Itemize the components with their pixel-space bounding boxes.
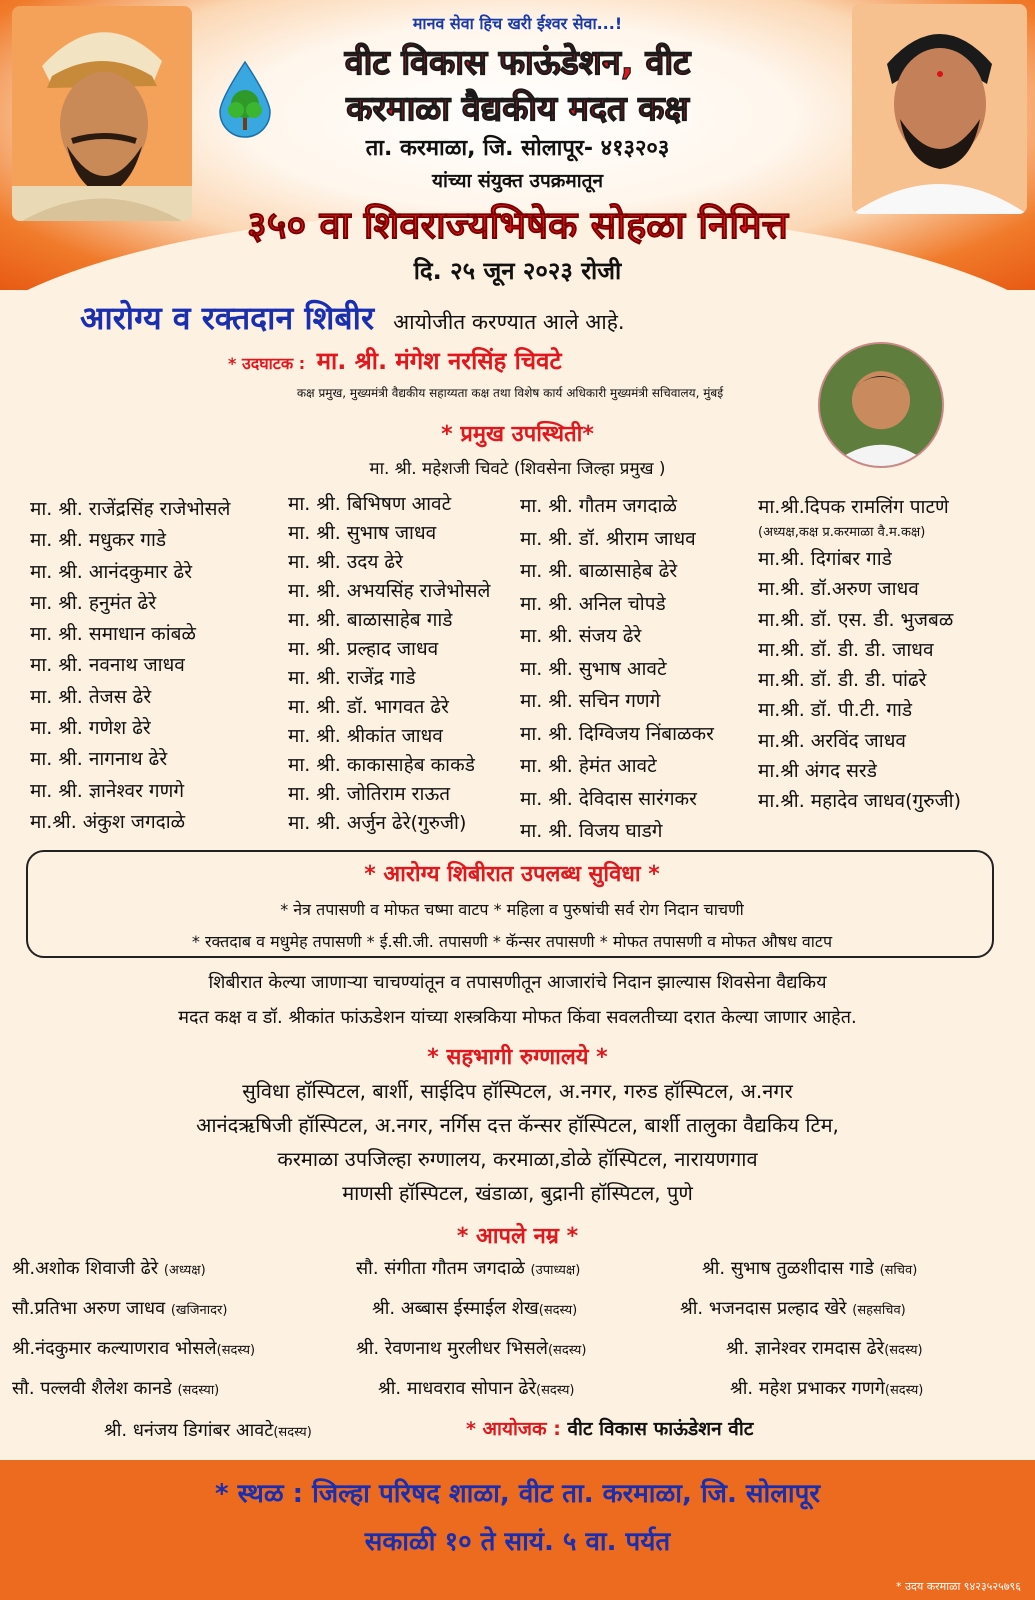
address: ता. करमाळा, जि. सोलापूर- ४१३२०३ — [365, 136, 670, 161]
member-name: श्री. रेवणनाथ मुरलीधर भिसले — [356, 1338, 548, 1359]
camp-rest: आयोजीत करण्यात आले आहे. — [393, 310, 625, 334]
committee-heading: * आपले नम्र * — [456, 1224, 579, 1249]
list-item: मा.श्री. डॉ.अरुण जाधव — [758, 578, 919, 601]
committee-member — [12, 1376, 219, 1400]
list-item: मा.श्री. अरविंद जाधव — [758, 729, 906, 752]
footer — [0, 1460, 1035, 1600]
list-item: मा. श्री. बाळासाहेब ढेरे — [520, 560, 678, 582]
list-item: मा. श्री. सुभाष आवटे — [520, 657, 667, 680]
list-item: मा. श्री. दिग्विजय निंबाळकर — [520, 722, 714, 745]
list-item: मा. श्री. डॉ. श्रीराम जाधव — [520, 527, 696, 550]
presence-heading: * प्रमुख उपस्थिती* — [441, 422, 594, 447]
list-item: मा. श्री. प्रल्हाद जाधव — [288, 638, 439, 660]
event-date: दि. २५ जून २०२३ रोजी — [413, 257, 622, 285]
presence-column-2 — [288, 490, 490, 838]
member-role: (सदस्य) — [538, 1303, 578, 1318]
hospitals-list — [0, 1074, 1035, 1210]
member-name: श्री. अब्बास ईस्माईल शेख — [372, 1298, 539, 1319]
committee-member — [702, 1256, 917, 1280]
facilities-line-2: * रक्तदाब व मधुमेह तपासणी * ई.सी.जी. तपासणी * कॅन्सर तपासणी * मोफत तपासणी व मोफत औषध वाटप — [191, 932, 833, 951]
committee-member — [372, 1296, 577, 1320]
list-item: मा. श्री. देविदास सारंगकर — [520, 787, 697, 810]
list-item: मा. श्री. विजय घाडगे — [520, 820, 663, 842]
list-item: मा. श्री. समाधान कांबळे — [30, 623, 196, 646]
member-name: श्री. महेश प्रभाकर गणगे — [730, 1378, 885, 1399]
committee-member — [356, 1256, 580, 1280]
member-role: (सदस्य) — [884, 1383, 924, 1398]
facilities-box — [26, 850, 994, 958]
committee-member — [730, 1376, 923, 1400]
committee-member — [726, 1336, 923, 1360]
committee-member — [356, 1336, 586, 1360]
organizer-name: वीट विकास फाऊंडेशन वीट — [567, 1418, 754, 1440]
list-item: मा. श्री. तेजस ढेरे — [30, 685, 152, 708]
list-item: मा. श्री. अभयसिंह राजेभोसले — [288, 580, 491, 602]
main-title: ३५० वा शिवराज्यभिषेक सोहळा निमित्त — [246, 203, 789, 247]
member-name: श्री. सुभाष तुळशीदास गाडे — [702, 1258, 880, 1279]
chief-guest: मा. श्री. महेशजी चिवटे (शिवसेना जिल्हा प्रमुख ) — [369, 459, 666, 479]
list-item: मा. श्री. काकासाहेब काकडे — [288, 754, 475, 776]
list-item: मा. श्री. डॉ. भागवत ढेरे — [288, 696, 449, 718]
hospital-line: सुविधा हॉस्पिटल, बार्शी, साईदिप हॉस्पिटल, अ.नगर, गरुड हॉस्पिटल, अ.नगर — [242, 1079, 793, 1103]
list-item: मा. श्री. बिभिषण आवटे — [288, 493, 452, 515]
camp-line — [80, 296, 980, 340]
member-role: (उपाध्यक्ष) — [530, 1263, 581, 1278]
member-role: (सदस्य) — [273, 1425, 312, 1440]
member-name: सौ. पल्लवी शैलेश कानडे — [12, 1378, 178, 1399]
venue: * स्थळ : जिल्हा परिषद शाळा, वीट ता. करमाळा, जि. सोलापूर — [215, 1479, 820, 1509]
list-item-note: (अध्यक्ष,कक्ष प्र.करमाळा वै.म.कक्ष) — [758, 525, 926, 540]
list-item: मा.श्री अंगद सरडे — [758, 760, 877, 783]
member-role: (सहसचिव) — [852, 1303, 906, 1318]
list-item: मा. श्री. गौतम जगदाळे — [520, 495, 677, 517]
hospital-line: माणसी हॉस्पिटल, खंडाळा, बुद्रानी हॉस्पिटल, पुणे — [342, 1181, 693, 1205]
list-item: मा.श्री. अंकुश जगदाळे — [30, 810, 186, 833]
member-name: सौ.प्रतिभा अरुण जाधव — [12, 1298, 171, 1319]
member-role: (सदस्य) — [536, 1383, 575, 1398]
organization-name-2: करमाळा वैद्यकीय मदत कक्ष — [346, 89, 689, 129]
list-item: मा. श्री. जोतिराम राऊत — [288, 783, 451, 805]
hospital-line: करमाळा उपजिल्हा रुग्णालय, करमाळा,डोळे हॉस्पिटल, नारायणगाव — [277, 1147, 758, 1171]
member-role: (सचिव) — [879, 1263, 918, 1278]
list-item: मा. श्री. अनिल चोपडे — [520, 592, 666, 615]
list-item: मा.श्री. डॉ. डी. डी. जाधव — [758, 638, 934, 661]
hospitals-heading: * सहभागी रुग्णालये * — [427, 1045, 608, 1070]
list-item: मा. श्री. नागनाथ ढेरे — [30, 748, 168, 771]
camp-title: आरोग्य व रक्तदान शिबीर — [80, 299, 375, 337]
member-role: (अध्यक्ष) — [163, 1263, 206, 1278]
member-role: (सदस्या) — [177, 1383, 220, 1398]
list-item: मा. श्री. बाळासाहेब गाडे — [288, 609, 453, 631]
member-name: श्री. धनंजय डिगांबर आवटे — [104, 1420, 274, 1441]
info-line-1: शिबीरात केल्या जाणाऱ्या चाचण्यांतून व तपासणीतून आजारांचे निदान झाल्यास शिवसेना वैद्यकिय — [208, 972, 827, 993]
designer-credit: * उदय करमाळा ९४२३५२५७९६ — [895, 1580, 1021, 1593]
list-item: मा.श्री. दिगांबर गाडे — [758, 548, 892, 570]
info-line-2: मदत कक्ष व डॉ. श्रीकांत फांऊडेशन यांच्या शस्त्रकिया मोफत किंवा सवलतीच्या दरात केल्या जाणार आहेत. — [178, 1007, 857, 1028]
presence-column-3 — [520, 490, 714, 848]
list-item: मा. श्री. सुभाष जाधव — [288, 522, 437, 544]
member-role: (सदस्य) — [547, 1343, 587, 1358]
list-item: मा. श्री. संजय ढेरे — [520, 625, 642, 647]
tagline: मानव सेवा हिच खरी ईश्वर सेवा...! — [412, 14, 623, 33]
member-name: श्री. ज्ञानेश्वर रामदास ढेरे — [726, 1338, 885, 1359]
list-item: मा. श्री. अर्जुन ढेरे(गुरुजी) — [288, 812, 467, 834]
list-item: मा. श्री. श्रीकांत जाधव — [288, 725, 443, 747]
member-role: (सदस्य) — [216, 1343, 256, 1358]
facilities-line-1: * नेत्र तपासणी व मोफत चष्मा वाटप * महिला व पुरुषांची सर्व रोग निदान चाचणी — [280, 900, 744, 919]
committee-member — [12, 1296, 227, 1320]
list-item: मा. श्री. हेमंत आवटे — [520, 755, 657, 777]
inauguration — [228, 344, 828, 377]
member-name: श्री. भजनदास प्रल्हाद खेरे — [680, 1298, 853, 1319]
organization-name: वीट विकास फाऊंडेशन, वीट — [344, 43, 691, 83]
presence-column-4 — [758, 492, 961, 817]
organizer — [466, 1415, 753, 1441]
list-item: मा.श्री. डॉ. डी. डी. पांढरे — [758, 669, 927, 692]
committee-member — [680, 1296, 906, 1320]
member-name: श्री. माधवराव सोपान ढेरे — [378, 1378, 537, 1399]
committee-member — [12, 1256, 206, 1280]
committee-member — [104, 1418, 312, 1442]
member-role: (सदस्य) — [884, 1343, 923, 1358]
joint-initiative-text: यांच्या संयुक्त उपक्रमातून — [432, 170, 603, 192]
list-item: मा.श्री.दिपक रामलिंग पाटणे — [758, 496, 949, 518]
list-item: मा. श्री. गणेश ढेरे — [30, 717, 151, 740]
list-item: मा. श्री. नवनाथ जाधव — [30, 654, 185, 677]
list-item: मा.श्री. डॉ. पी.टी. गाडे — [758, 699, 913, 722]
inauguration-description: कक्ष प्रमुख, मुख्यमंत्री वैद्यकीय सहाय्यता कक्ष तथा विशेष कार्य अधिकारी मुख्यमंत्री सचिवालय, मुंबई — [296, 386, 724, 400]
list-item: मा. श्री. आनंदकुमार ढेरे — [30, 560, 193, 583]
event-time: सकाळी १० ते सायं. ५ वा. पर्यत — [364, 1527, 671, 1557]
list-item: मा.श्री. डॉ. एस. डी. भुजबळ — [758, 608, 954, 631]
inauguration-name: मा. श्री. मंगेश नरसिंह चिवटे — [316, 347, 562, 375]
member-name: श्री.अशोक शिवाजी ढेरे — [12, 1258, 164, 1279]
member-name: सौ. संगीता गौतम जगदाळे — [356, 1258, 531, 1279]
facilities-heading: * आरोग्य शिबीरात उपलब्ध सुविधा * — [364, 862, 660, 887]
committee-member — [12, 1336, 255, 1360]
hospital-line: आनंदऋषिजी हॉस्पिटल, अ.नगर, नर्गिस दत्त कॅन्सर हॉस्पिटल, बार्शी तालुका वैद्यकिय टिम, — [196, 1113, 839, 1137]
list-item: मा. श्री. उदय ढेरे — [288, 551, 403, 573]
presence-column-1 — [30, 494, 230, 838]
organizer-label: * आयोजक : — [466, 1418, 568, 1440]
member-name: श्री.नंदकुमार कल्याणराव भोसले — [12, 1338, 217, 1359]
inauguration-label: * उदघाटक : — [228, 354, 306, 373]
committee-member — [378, 1376, 574, 1400]
list-item: मा. श्री. हनुमंत ढेरे — [30, 591, 157, 614]
inaugurator-photo — [818, 342, 944, 468]
list-item: मा. श्री. ज्ञानेश्वर गणगे — [30, 779, 185, 802]
list-item: मा. श्री. मधुकर गाडे — [30, 529, 167, 552]
list-item: मा.श्री. महादेव जाधव(गुरुजी) — [758, 790, 962, 813]
list-item: मा. श्री. राजेंद्रसिंह राजेभोसले — [30, 498, 231, 520]
list-item: मा. श्री. राजेंद्र गाडे — [288, 667, 416, 689]
list-item: मा. श्री. सचिन गणगे — [520, 690, 661, 712]
member-role: (खजिनादर) — [170, 1303, 228, 1318]
